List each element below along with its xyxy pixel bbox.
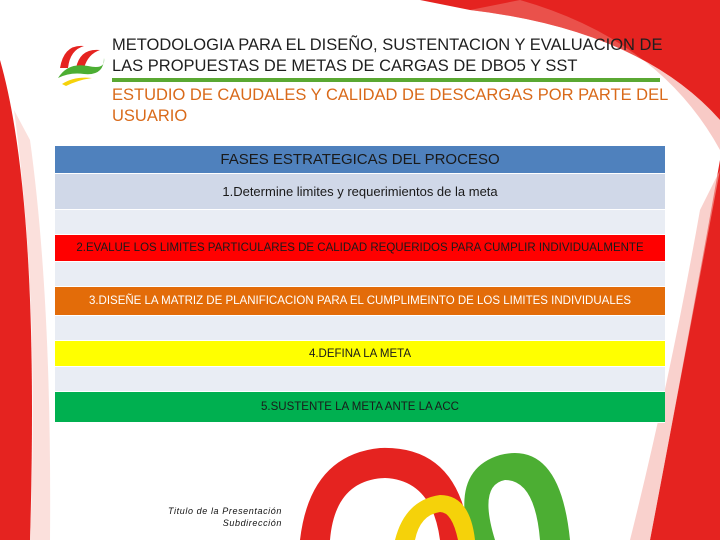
organization-logo: [58, 40, 106, 86]
presentation-title: METODOLOGIA PARA EL DISEÑO, SUSTENTACION Y EVALUACION DE LAS PROPUESTAS DE METAS DE CARGAS DE DBO5 Y SST: [112, 36, 663, 75]
phase-row-2: 2.EVALUE LOS LIMITES PARTICULARES DE CALIDAD REQUERIDOS PARA CUMPLIR INDIVIDUALMENTE: [55, 235, 665, 262]
phase-row-5: 5.SUSTENTE LA META ANTE LA ACC: [55, 392, 665, 423]
footer: [120, 505, 282, 529]
bottom-red-ring: [300, 448, 470, 540]
spacer-row: [55, 367, 665, 392]
phase-row-4: 4.DEFINA LA META: [55, 341, 665, 367]
title-block: [112, 35, 672, 127]
spacer-row: [55, 210, 665, 235]
bottom-green-ring: [464, 453, 570, 540]
presentation-subtitle: ESTUDIO DE CAUDALES Y CALIDAD DE DESCARGAS POR PARTE DEL USUARIO: [112, 86, 668, 125]
left-red-swoosh: [0, 60, 32, 540]
phases-table: [55, 146, 665, 423]
title-divider: [112, 78, 660, 82]
phase-row-1: 1.Determine limites y requerimientos de la meta: [55, 174, 665, 210]
spacer-row: [55, 262, 665, 287]
spacer-row: [55, 316, 665, 341]
phase-row-3: 3.DISEÑE LA MATRIZ DE PLANIFICACION PARA EL CUMPLIMEINTO DE LOS LIMITES INDIVIDUALES: [55, 287, 665, 316]
table-header: FASES ESTRATEGICAS DEL PROCESO: [55, 146, 665, 174]
footer-presentation-title: Titulo de la Presentación: [168, 506, 282, 516]
footer-department: Subdirección: [222, 518, 282, 528]
